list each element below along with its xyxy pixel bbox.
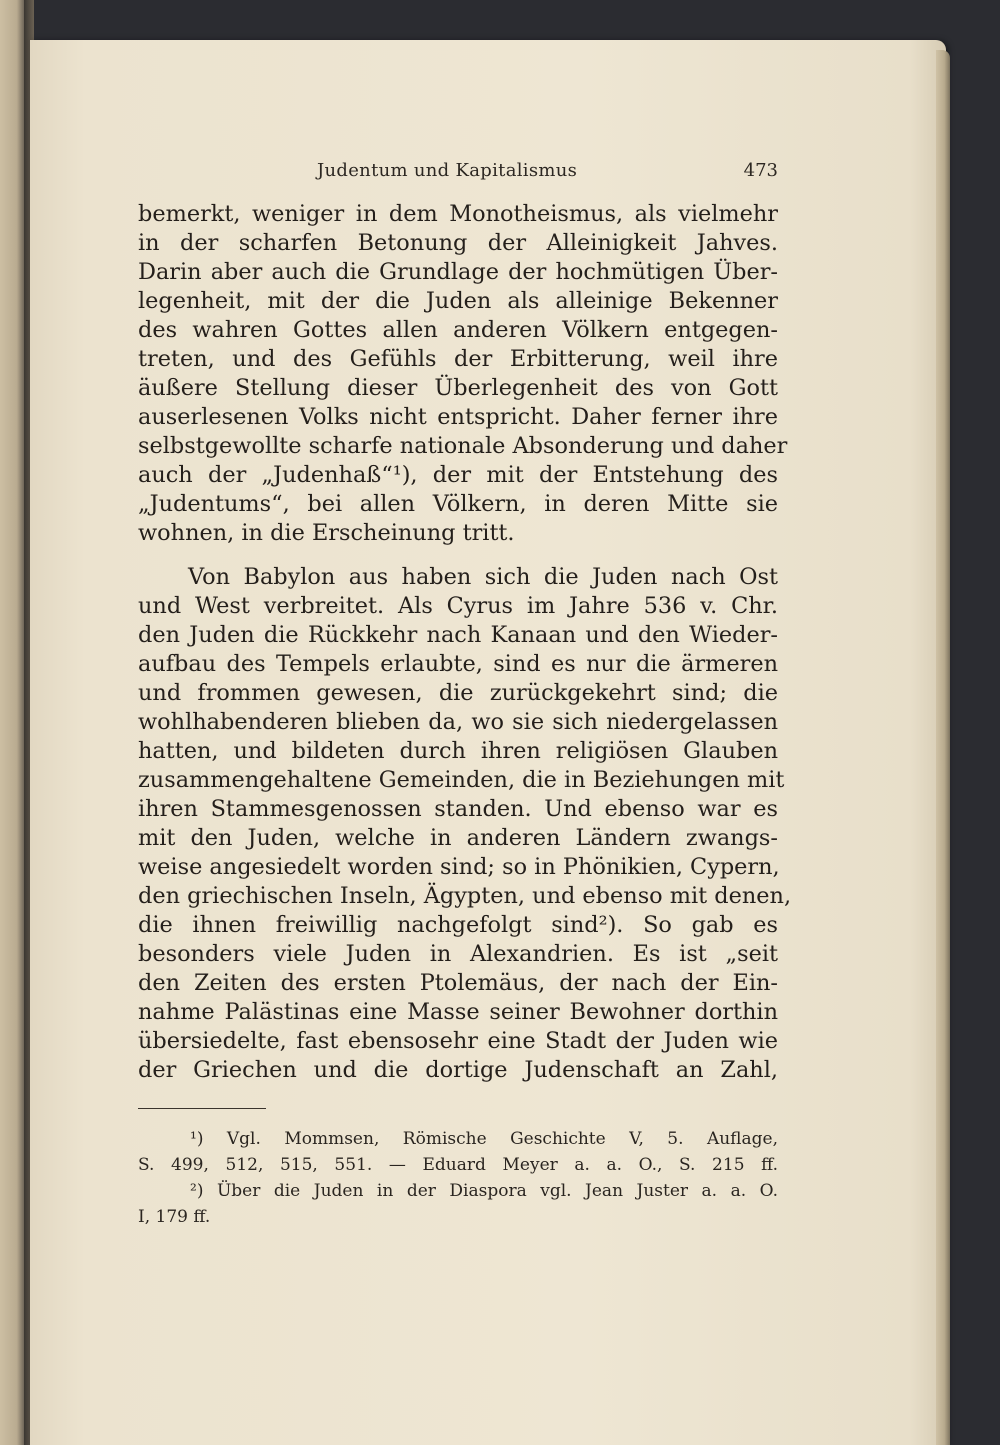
footnote-line: ²) Über die Juden in der Diaspora vgl. Jean Juster a. a. O. <box>190 1181 778 1201</box>
body-line: weise angesiedelt worden sind; so in Phönikien, Cypern, <box>138 854 780 880</box>
body-line: den Juden die Rückkehr nach Kanaan und den Wieder- <box>138 622 778 648</box>
page-number: 473 <box>743 160 778 181</box>
body-line: und West verbreitet. Als Cyrus im Jahre 536 v. Chr. <box>138 593 778 619</box>
body-line: zusammengehaltene Gemeinden, die in Beziehungen mit <box>138 767 785 793</box>
body-line: Von Babylon aus haben sich die Juden nach Ost <box>188 564 778 590</box>
body-line: treten, und des Gefühls der Erbitterung, weil ihre <box>138 346 778 372</box>
body-line: des wahren Gottes allen anderen Völkern entgegen- <box>138 317 778 343</box>
body-line: den griechischen Inseln, Ägypten, und ebenso mit denen, <box>138 883 792 909</box>
page-header <box>0 160 1000 190</box>
body-line: äußere Stellung dieser Überlegenheit des von Gott <box>138 375 778 401</box>
footnote-line: ¹) Vgl. Mommsen, Römische Geschichte V, 5. Auflage, <box>190 1129 778 1149</box>
running-head: Judentum und Kapitalismus <box>317 160 578 181</box>
body-line: die ihnen freiwillig nachgefolgt sind²). So gab es <box>138 912 778 938</box>
body-line: Darin aber auch die Grundlage der hochmütigen Über- <box>138 259 778 285</box>
footnote-rule <box>138 1108 266 1109</box>
body-line: mit den Juden, welche in anderen Ländern zwangs- <box>138 825 778 851</box>
body-line: besonders viele Juden in Alexandrien. Es ist „seit <box>138 941 778 967</box>
body-line: in der scharfen Betonung der Alleinigkeit Jahves. <box>138 230 778 256</box>
body-line: der Griechen und die dortige Judenschaft an Zahl, <box>138 1057 778 1083</box>
body-line: auserlesenen Volks nicht entspricht. Daher ferner ihre <box>138 404 778 430</box>
footnote-line: S. 499, 512, 515, 551. — Eduard Meyer a. a. O., S. 215 ff. <box>138 1155 778 1175</box>
body-line: legenheit, mit der die Juden als alleinige Bekenner <box>138 288 778 314</box>
body-line: selbstgewollte scharfe nationale Absonderung und daher <box>138 433 788 459</box>
body-line: „Judentums“, bei allen Völkern, in deren Mitte sie <box>138 491 778 517</box>
body-line: übersiedelte, fast ebensosehr eine Stadt der Juden wie <box>138 1028 778 1054</box>
body-line: nahme Palästinas eine Masse seiner Bewohner dorthin <box>138 999 778 1025</box>
body-line: wohnen, in die Erscheinung tritt. <box>138 520 515 546</box>
footnote-line: I, 179 ff. <box>138 1207 211 1227</box>
body-line: bemerkt, weniger in dem Monotheismus, als vielmehr <box>138 201 778 227</box>
body-line: und frommen gewesen, die zurückgekehrt sind; die <box>138 680 778 706</box>
body-line: ihren Stammesgenossen standen. Und ebenso war es <box>138 796 778 822</box>
body-line: wohlhabenderen blieben da, wo sie sich niedergelassen <box>138 709 778 735</box>
facing-page-edge <box>0 0 24 1445</box>
body-line: hatten, und bildeten durch ihren religiösen Glauben <box>138 738 778 764</box>
page-stack-edge <box>936 50 950 1445</box>
body-line: aufbau des Tempels erlaubte, sind es nur die ärmeren <box>138 651 778 677</box>
body-line: auch der „Judenhaß“¹), der mit der Entstehung des <box>138 462 778 488</box>
body-line: den Zeiten des ersten Ptolemäus, der nach der Ein- <box>138 970 778 996</box>
